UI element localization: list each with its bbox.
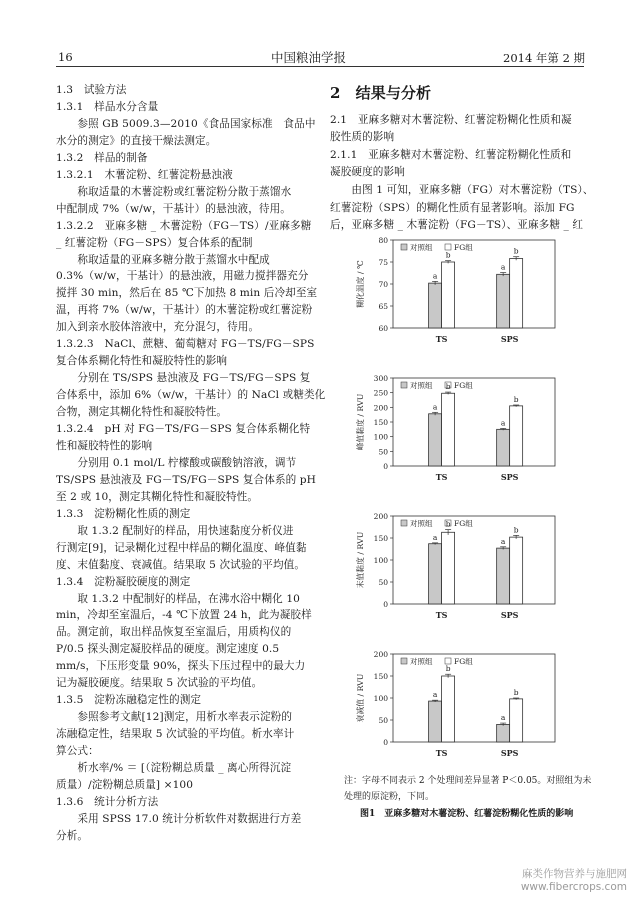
bar-fg-sps (510, 406, 523, 466)
text-line: 析水率/% ＝ [（淀粉糊总质量 _ 离心所得沉淀 (56, 762, 292, 774)
text-line: 1.3 试验方法 (56, 84, 127, 96)
legend-swatch-fg (445, 244, 451, 250)
y-tick-label: 70 (378, 280, 388, 289)
significance-letter: b (513, 688, 519, 697)
legend-label-control: 对照组 (410, 381, 433, 390)
header-rule (56, 66, 584, 67)
legend (401, 656, 473, 666)
text-line: 1.3.2 样品的制备 (56, 151, 148, 164)
chart-final-viscosity (335, 504, 595, 629)
legend (401, 242, 473, 252)
x-category-label: SPS (500, 472, 519, 482)
text-line: 温，再将 7%（w/w，干基计）的木薯淀粉或红薯淀粉 (56, 304, 313, 317)
legend-label-fg: FG组 (454, 519, 473, 528)
bar-control-ts (429, 701, 442, 742)
bar-fg-sps (510, 258, 523, 328)
bar-control-ts (429, 414, 442, 466)
text-line: 分析。 (56, 829, 89, 842)
figure-caption: 图1 亚麻多糖对木薯淀粉、红薯淀粉糊化性质的影响 (360, 809, 574, 819)
legend-swatch-control (401, 382, 407, 388)
text-line: 2.1 亚麻多糖对木薯淀粉、红薯淀粉糊化性质和凝 (330, 113, 572, 126)
text-line: 参照参考文献[12]测定，用析水率表示淀粉的 (56, 711, 293, 724)
significance-letter: a (432, 532, 438, 542)
y-axis-label: 峰值黏度 / RVU (356, 393, 365, 451)
significance-letter: a (432, 690, 438, 700)
text-line: 合物，测定其糊化特性和凝胶特性。 (56, 406, 228, 419)
text-line: 1.3.1 样品水分含量 (56, 100, 159, 113)
text-line: TS/SPS 悬浊液及 FG－TS/FG－SPS 复合体系的 pH (56, 473, 317, 486)
text-line: 2 结果与分析 (330, 84, 432, 102)
legend-swatch-control (401, 244, 407, 250)
text-line: mm/s，下压形变量 90%，探头下压过程中的最大力 (56, 660, 306, 673)
x-category-label: TS (435, 610, 448, 620)
y-tick-label: 150 (373, 672, 388, 681)
text-line: 2.1.1 亚麻多糖对木薯淀粉、红薯淀粉糊化性质和 (330, 148, 572, 161)
text-line: 红薯淀粉（SPS）的糊化性质有显著影响。添加 FG (330, 201, 575, 214)
y-tick-label: 200 (373, 403, 388, 413)
text-line: 品。测定前，取出样品恢复至室温后，用质构仪的 (56, 626, 292, 639)
significance-letter: b (445, 250, 451, 260)
text-line: 至 2 或 10，测定其糊化特性和凝胶特性。 (56, 490, 259, 503)
legend-label-control: 对照组 (410, 243, 433, 252)
y-tick-label: 50 (378, 447, 388, 457)
figure-note-1: 注：字母不同表示 2 个处理间差异显著 P＜0.05。对照组为未 (344, 776, 592, 786)
y-tick-label: 0 (383, 738, 388, 747)
bar-control-sps (497, 548, 510, 604)
text-line: 取 1.3.2 中配制好的样品，在沸水浴中糊化 10 (56, 592, 301, 605)
text-line: 性和凝胶特性的影响 (56, 439, 153, 452)
bar-control-sps (497, 274, 510, 328)
legend-swatch-control (401, 520, 407, 526)
significance-letter: a (500, 262, 506, 272)
significance-letter: a (432, 271, 438, 281)
bar-control-ts (429, 544, 442, 604)
y-tick-label: 100 (373, 694, 388, 703)
significance-letter: b (513, 525, 519, 535)
y-tick-label: 75 (378, 258, 388, 267)
text-line: 搅拌 30 min，然后在 85 ℃下加热 8 min 后冷却至室 (56, 287, 318, 300)
x-category-label: TS (435, 472, 448, 482)
text-line: 算公式： (56, 745, 99, 758)
text-line: 凝胶硬度的影响 (330, 166, 405, 179)
y-tick-label: 200 (373, 650, 388, 659)
significance-letter: b (445, 664, 451, 674)
text-line: 由图 1 可知，亚麻多糖（FG）对木薯淀粉（TS）、 (330, 184, 594, 196)
y-tick-label: 0 (383, 462, 388, 471)
text-line: 加入到亲水胶体溶液中，充分混匀，待用。 (56, 321, 260, 334)
y-tick-label: 50 (378, 578, 388, 587)
legend-swatch-fg (445, 658, 451, 664)
legend-label-control: 对照组 (410, 519, 433, 528)
y-tick-label: 0 (383, 600, 388, 609)
right-column (330, 82, 594, 232)
bar-control-ts (429, 283, 442, 328)
text-line: 中配制成 7%（w/w，干基计）的悬浊液，待用。 (56, 202, 291, 215)
legend-label-fg: FG组 (454, 243, 473, 252)
text-line: 参照 GB 5009.3—2010《食品国家标准 食品中 (56, 117, 316, 130)
chart-gelatinization-temperature (335, 228, 595, 353)
y-tick-label: 80 (378, 236, 388, 245)
plot-frame (393, 240, 555, 328)
text-line: 取 1.3.2 配制好的样品，用快速黏度分析仪进 (56, 524, 294, 537)
text-line: 称取适量的亚麻多糖分散于蒸馏水中配成 (56, 253, 270, 266)
legend-label-control: 对照组 (410, 657, 433, 666)
significance-letter: a (500, 536, 506, 546)
significance-letter: a (432, 402, 438, 412)
text-line: 1.3.4 淀粉凝胶硬度的测定 (56, 575, 191, 588)
text-line: 1.3.2.2 亚麻多糖 _ 木薯淀粉（FG－TS）/亚麻多糖 (56, 219, 312, 232)
text-line: 1.3.2.4 pH 对 FG－TS/FG－SPS 复合体系糊化特 (56, 423, 311, 435)
bar-fg-ts (442, 262, 455, 328)
text-line: _ 红薯淀粉（FG－SPS）复合体系的配制 (56, 236, 253, 249)
plot-frame (393, 378, 555, 466)
text-line: 胶性质的影响 (330, 131, 395, 144)
bar-fg-sps (510, 699, 523, 742)
text-line: 记为凝胶硬度。结果取 5 次试验的平均值。 (56, 677, 263, 690)
y-tick-label: 50 (378, 716, 388, 725)
text-line: 0.3%（w/w，干基计）的悬浊液，用磁力搅拌器充分 (56, 270, 309, 283)
page-number: 16 (58, 50, 73, 64)
significance-letter: b (445, 382, 451, 392)
bar-fg-ts (442, 393, 455, 466)
text-line: 1.3.3 淀粉糊化性质的测定 (56, 507, 191, 520)
issue-label: 2014 年第 2 期 (503, 51, 586, 65)
text-line: 1.3.6 统计分析方法 (56, 795, 159, 808)
significance-letter: b (513, 394, 519, 404)
x-category-label: SPS (500, 748, 519, 758)
legend-label-fg: FG组 (454, 657, 473, 666)
y-tick-label: 150 (373, 418, 388, 427)
text-line: 度、末值黏度、衰减值。结果取 5 次试验的平均值。 (56, 558, 306, 571)
legend (401, 380, 473, 390)
bar-fg-ts (442, 676, 455, 742)
y-tick-label: 250 (373, 388, 388, 398)
significance-letter: b (513, 246, 519, 256)
watermark-url: www.fibercrops.com (520, 881, 627, 893)
legend-label-fg: FG组 (454, 381, 473, 390)
chart-peak-viscosity (335, 366, 595, 491)
significance-letter: a (500, 713, 506, 723)
left-column (56, 82, 326, 842)
bar-control-sps (497, 724, 510, 742)
x-category-label: SPS (500, 610, 519, 620)
text-line: 行测定[9]，记录糊化过程中样品的糊化温度、峰值黏 (56, 541, 307, 554)
text-line: 1.3.2.1 木薯淀粉、红薯淀粉悬浊液 (56, 168, 233, 181)
legend-swatch-control (401, 658, 407, 664)
text-line: 冻融稳定性，结果取 5 次试验的平均值。析水率计 (56, 728, 295, 741)
text-line: 称取适量的木薯淀粉或红薯淀粉分散于蒸馏水 (56, 185, 292, 198)
y-tick-label: 60 (378, 324, 388, 333)
text-line: 后，亚麻多糖 _ 木薯淀粉（FG－TS）、亚麻多糖 _ 红 (330, 219, 584, 232)
y-tick-label: 65 (378, 302, 388, 311)
text-line: 分别用 0.1 mol/L 柠檬酸或碳酸钠溶液，调节 (56, 456, 297, 469)
text-line: 质量）/淀粉糊总质量] ×100 (56, 778, 194, 791)
journal-title: 中国粮油学报 (271, 50, 347, 65)
bar-control-sps (497, 429, 510, 466)
x-category-label: TS (435, 748, 448, 758)
text-line: 1.3.5 淀粉冻融稳定性的测定 (56, 694, 202, 707)
plot-frame (393, 654, 555, 742)
text-line: 分别在 TS/SPS 悬浊液及 FG－TS/FG－SPS 复 (56, 372, 311, 385)
y-axis-label: 末值黏度 / RVU (356, 531, 365, 589)
y-axis-label: 衰减值 / RVU (356, 673, 365, 723)
x-category-label: TS (435, 334, 448, 344)
text-line: 水分的测定》的直接干燥法测定。 (56, 134, 217, 147)
figure-note-2: 处理的原淀粉，下同。 (344, 792, 435, 802)
text-line: 采用 SPSS 17.0 统计分析软件对数据进行方差 (56, 812, 302, 825)
watermark-name: 麻类作物营养与施肥网 (522, 868, 627, 880)
significance-letter: b (445, 519, 451, 529)
text-line: 复合体系糊化特性和凝胶特性的影响 (56, 355, 228, 368)
text-line: 1.3.2.3 NaCl、蔗糖、葡萄糖对 FG－TS/FG－SPS (56, 338, 315, 351)
y-tick-label: 300 (373, 374, 388, 383)
text-line: min，冷却至室温后，-4 ℃下放置 24 h，此为凝胶样 (56, 609, 312, 622)
y-tick-label: 100 (373, 556, 388, 565)
chart-breakdown (335, 642, 595, 767)
legend (401, 518, 473, 528)
text-line: P/0.5 探头测定凝胶样品的硬度。测定速度 0.5 (56, 643, 280, 656)
figure-1 (335, 228, 595, 768)
y-axis-label: 糊化温度 / ℃ (356, 260, 365, 308)
significance-letter: a (500, 418, 506, 428)
text-line: 合体系中，添加 6%（w/w，干基计）的 NaCl 或糖类化 (56, 389, 326, 402)
x-category-label: SPS (500, 334, 519, 344)
plot-frame (393, 516, 555, 604)
y-tick-label: 200 (373, 512, 388, 521)
bar-fg-sps (510, 537, 523, 604)
y-tick-label: 100 (373, 432, 388, 442)
y-tick-label: 150 (373, 534, 388, 543)
bar-fg-ts (442, 532, 455, 604)
